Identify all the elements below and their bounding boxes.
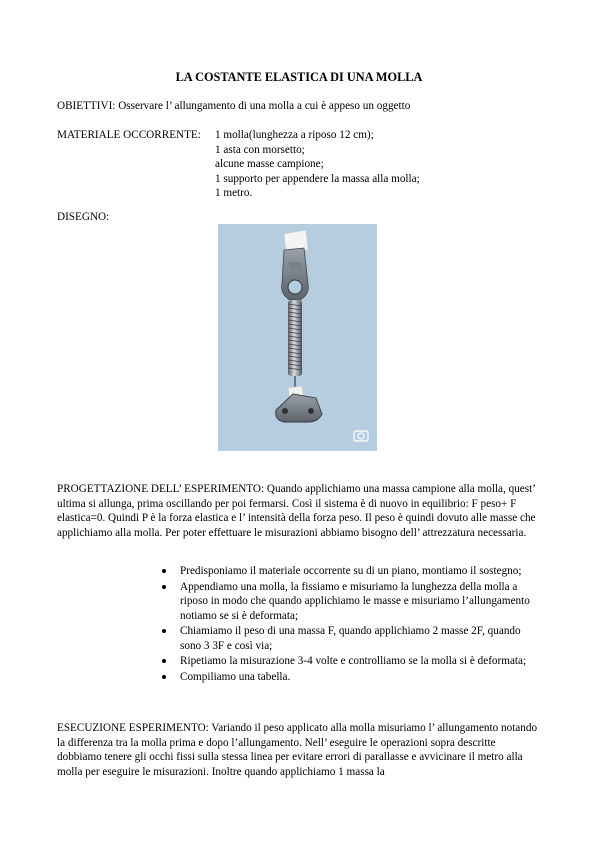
bullet-icon (162, 659, 166, 663)
list-item (164, 670, 541, 685)
step-text: Chiamiamo il peso di una massa F, quando applichiamo 2 masse 2F, quando sono 3 3F e così via; (180, 625, 521, 652)
step-text: Appendiamo una molla, la fissiamo e misuriamo la lunghezza della molla a riposo in modo che quando applichiamo le masse e misuriamo l’allungamento notiamo se si è deformata; (180, 580, 530, 622)
progettazione-paragraph: PROGETTAZIONE DELL’ ESPERIMENTO: Quando applichiamo una massa campione alla molla, quest’ ultima si allunga, prima oscillando per poi fermarsi. Così il sistema è di nuovo in equilibrio: F peso+ F elastica=0. Quindi P è la forza elastica e l’ intensità della forza peso. Il peso è quindi dovuto alle masse che applichiamo alla molla. Per poter effettuare le misurazioni abbiamo bisogno dell’ attrezzatura necessaria. (57, 483, 536, 539)
disegno-label: DISEGNO: (57, 211, 110, 223)
list-item (164, 654, 541, 669)
materiale-item: 1 asta con morsetto; (215, 143, 305, 156)
materiale-item: 1 metro. (215, 187, 253, 199)
bullet-icon (162, 585, 166, 589)
step-text: Predisponiamo il materiale occorrente su di un piano, montiamo il sostegno; (180, 565, 522, 577)
materiale-list (215, 128, 420, 201)
materiale-item: 1 supporto per appendere la massa alla molla; (215, 172, 420, 185)
materiale-label: MATERIALE OCCORRENTE: (57, 129, 201, 141)
bullet-icon (162, 629, 166, 633)
bullet-icon (162, 569, 166, 573)
materiale-item: alcune masse campione; (215, 158, 324, 170)
spring-illustration (218, 224, 377, 451)
list-item (164, 564, 541, 579)
step-text: Compiliamo una tabella. (180, 670, 291, 683)
page-title: LA COSTANTE ELASTICA DI UNA MOLLA (175, 70, 423, 84)
list-item (164, 624, 541, 653)
step-text: Ripetiamo la misurazione 3-4 volte e controlliamo se la molla si è deformata; (180, 655, 527, 667)
watermark-icon (354, 431, 368, 441)
bullet-icon (162, 675, 166, 679)
materiale-item: 1 molla(lunghezza a riposo 12 cm); (215, 129, 374, 141)
esecuzione-paragraph: ESECUZIONE ESPERIMENTO: Variando il peso applicato alla molla misuriamo l’ allungamento notando la differenza tra la molla prima e dopo l’allungamento. Nell’ eseguire le operazioni sopra descritte dobbiamo tenere gli occhi fissi sulla stessa linea per evitare errori di parallasse e avvicinare il metro alla molla per eseguire le misurazioni. Inoltre quando applichiamo 1 massa la (57, 722, 538, 778)
list-item (164, 580, 541, 624)
steps-list (164, 564, 541, 685)
obiettivi-text: OBIETTIVI: Osservare l’ allungamento di una molla a cui è appeso un oggetto (57, 100, 411, 112)
spring-photo (218, 224, 377, 451)
